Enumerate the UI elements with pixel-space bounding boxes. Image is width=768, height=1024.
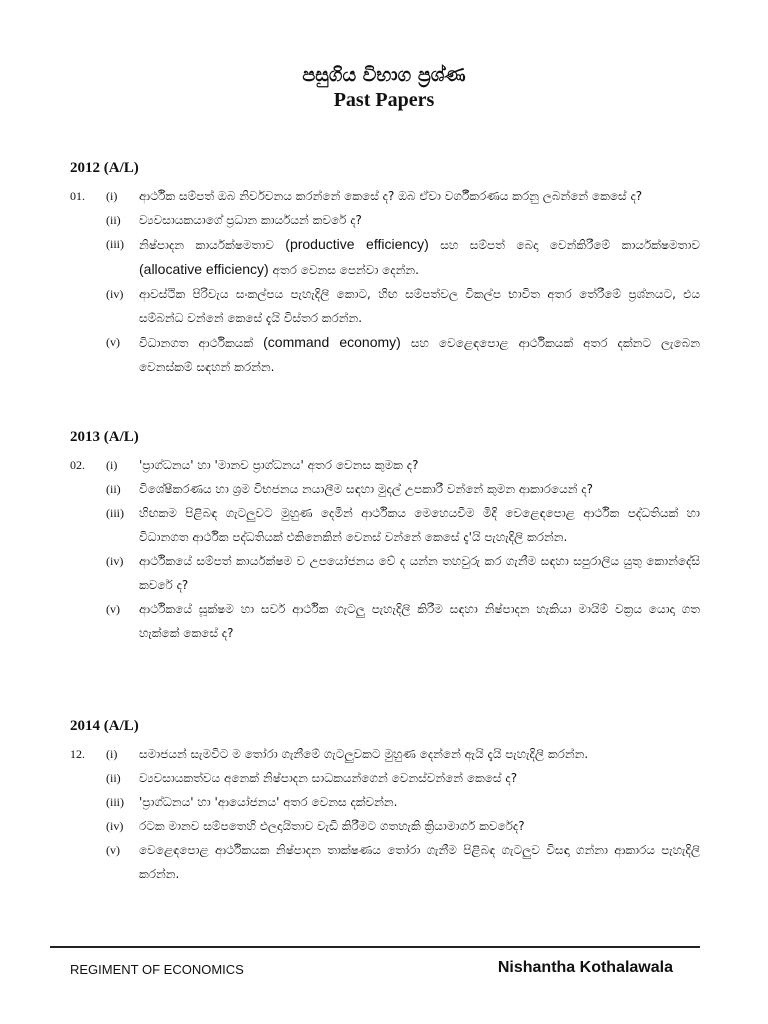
question-item (70, 838, 700, 886)
question-item (70, 282, 700, 330)
section-2014 (70, 718, 700, 886)
page-title: Past Papers (333, 89, 435, 111)
question-item (70, 597, 700, 645)
sub-question-number: (ii) (106, 771, 121, 785)
sub-question-text: 'ප්‍රාග්ධනය' හා 'මානව ප්‍රාග්ධනය' අතර වෙනස කුමක ද? (139, 458, 419, 472)
sub-question-number: (ii) (106, 482, 121, 496)
sub-question-number: (iii) (106, 237, 124, 251)
sub-question-text: ව්‍යවසායකත්වය අනෙක් නිෂ්පාදන සාධකයන්ගෙන් වෙනස්වන්නේ කෙසේ ද? (139, 771, 518, 785)
english-term: (productive efficiency) (285, 236, 429, 252)
sub-question-text (139, 330, 700, 379)
sub-question-number: (v) (106, 843, 120, 857)
sub-question-text: රටක මානව සම්පතෙහි ඵලදායිතාව වැඩි කිරීමට ගතහැකි ක්‍රියාමාර්ග කවරේද? (139, 819, 525, 833)
english-term: (command economy) (263, 334, 401, 350)
sub-question-text: හිඟකම පිළිබඳ ගැටලුවට මුහුණ දෙමින් ආර්ථිකය මෙහෙයවීම මිදි වෙළෙඳපොළ ආර්ථික පද්ධතියක් හා විධානගත ආර්ථික පද්ධතියක් එකිනෙකින් වෙනස් වන්නේ කෙසේ දැ'යි පැහැදිලි කරන්න. (139, 506, 700, 544)
sub-question-number: (i) (106, 458, 118, 472)
text-segment: විධානගත ආර්ථිකයක් (139, 336, 264, 350)
page-title-sinhala: පසුගිය විභාග ප්‍රශ්ණ (302, 64, 466, 86)
english-term: (allocative efficiency) (139, 261, 269, 277)
text-segment: සහ වෙළෙඳපොළ ආර්ථිකයක් අතර දක්නට ලැබෙන වෙනස්කම් සඳහන් කරන්න. (139, 336, 700, 374)
question-item (70, 453, 700, 477)
question-item (70, 742, 700, 766)
text-segment: අතර වෙනස පෙන්වා දෙන්න. (268, 263, 419, 277)
text-segment: නිෂ්පාදන කාර්යක්ෂමතාව (139, 238, 286, 252)
footer-label: REGIMENT OF ECONOMICS (70, 962, 244, 977)
sub-question-number: (iv) (106, 819, 124, 833)
sub-question-text: ව්‍යවසායකයාගේ ප්‍රධාන කාර්යයන් කවරේ ද? (139, 213, 362, 227)
section-year: 2013 (A/L) (70, 429, 139, 445)
question-item (70, 790, 700, 814)
sub-question-number: (iv) (106, 287, 124, 301)
question-item (70, 184, 700, 208)
sub-question-text (139, 232, 700, 282)
sub-question-number: (iv) (106, 554, 124, 568)
question-item (70, 208, 700, 232)
sub-question-number: (v) (106, 335, 120, 349)
sub-question-text: ආර්ථික සම්පත් ඔබ නිර්වචනය කරන්නේ කෙසේ ද? ඔබ ඒවා වර්ගීකරණය කරනු ලබන්නේ කෙසේ ද? (139, 189, 643, 203)
sub-question-text: ආවස්ථික පිරිවැය සංකල්පය පැහැදිලි කොට, හිඟ සම්පත්වල විකල්ප භාවිත අතර තේරීමේ ප්‍රශ්නයට, එය සම්බන්ධ වන්නේ කෙසේ දැයි විස්තර කරන්න. (139, 287, 700, 325)
sub-question-number: (ii) (106, 213, 121, 227)
sub-question-text: ආර්ථිකයේ සූක්ෂම හා සර්ව ආර්ථික ගැටලු පැහැදිලි කිරීම සඳහා නිෂ්පාදන හැකියා මායිම් වක්‍රය යොදා ගත හැක්කේ කෙසේ ද? (139, 602, 700, 640)
question-item (70, 232, 700, 282)
sub-question-number: (iii) (106, 795, 124, 809)
text-segment: සහ සම්පත් බෙදා වෙන්කිරීමේ කාර්යක්ෂමතාව (428, 238, 701, 252)
question-item (70, 477, 700, 501)
sub-question-text: ආර්ථිකයේ සම්පත් කාර්යක්ෂම ව උපයෝජනය වේ ද යන්න තහවුරු කර ගැනීම සඳහා සපුරාලිය යුතු කොන්දේසි කවරේ ද? (139, 554, 700, 592)
question-item (70, 549, 700, 597)
sub-question-number: (v) (106, 602, 120, 616)
question-item (70, 330, 700, 379)
question-number: 12. (70, 747, 85, 761)
sub-question-text: 'ප්‍රාග්ධනය' හා 'ආයෝජනය' අතර වෙනස දක්වන්න. (139, 795, 398, 809)
sub-question-text: වෙළෙඳපොළ ආර්ථිකයක නිෂ්පාදන තාක්ෂණය තෝරා ගැනීම පිළිබඳ ගැටලුව විසඳා ගන්නා ආකාරය පැහැදිලි කරන්න. (139, 843, 700, 881)
sub-question-number: (i) (106, 747, 118, 761)
footer-author: Nishantha Kothalawala (497, 959, 673, 976)
sub-question-number: (iii) (106, 506, 124, 520)
sub-question-text: සමාජයන් සැමවිට ම තෝරා ගැනීමේ ගැටලුවකට මුහුණ දෙන්නේ ඇයි දැයි පැහැදිලි කරන්න. (139, 747, 589, 761)
section-year: 2014 (A/L) (70, 718, 139, 734)
question-item (70, 814, 700, 838)
sub-question-number: (i) (106, 189, 118, 203)
section-year: 2012 (A/L) (70, 160, 139, 176)
sub-question-text: විශේෂීකරණය හා ශ්‍රම විභජනය නයාලීම සඳහා මුදල් උපකාරී වන්නේ කුමන ආකාරයෙන් ද? (139, 482, 593, 496)
footer-divider (50, 946, 700, 948)
question-number: 01. (70, 189, 85, 203)
question-item (70, 501, 700, 549)
question-item (70, 766, 700, 790)
section-2013 (70, 429, 700, 645)
section-2012 (70, 160, 700, 379)
question-number: 02. (70, 458, 85, 472)
